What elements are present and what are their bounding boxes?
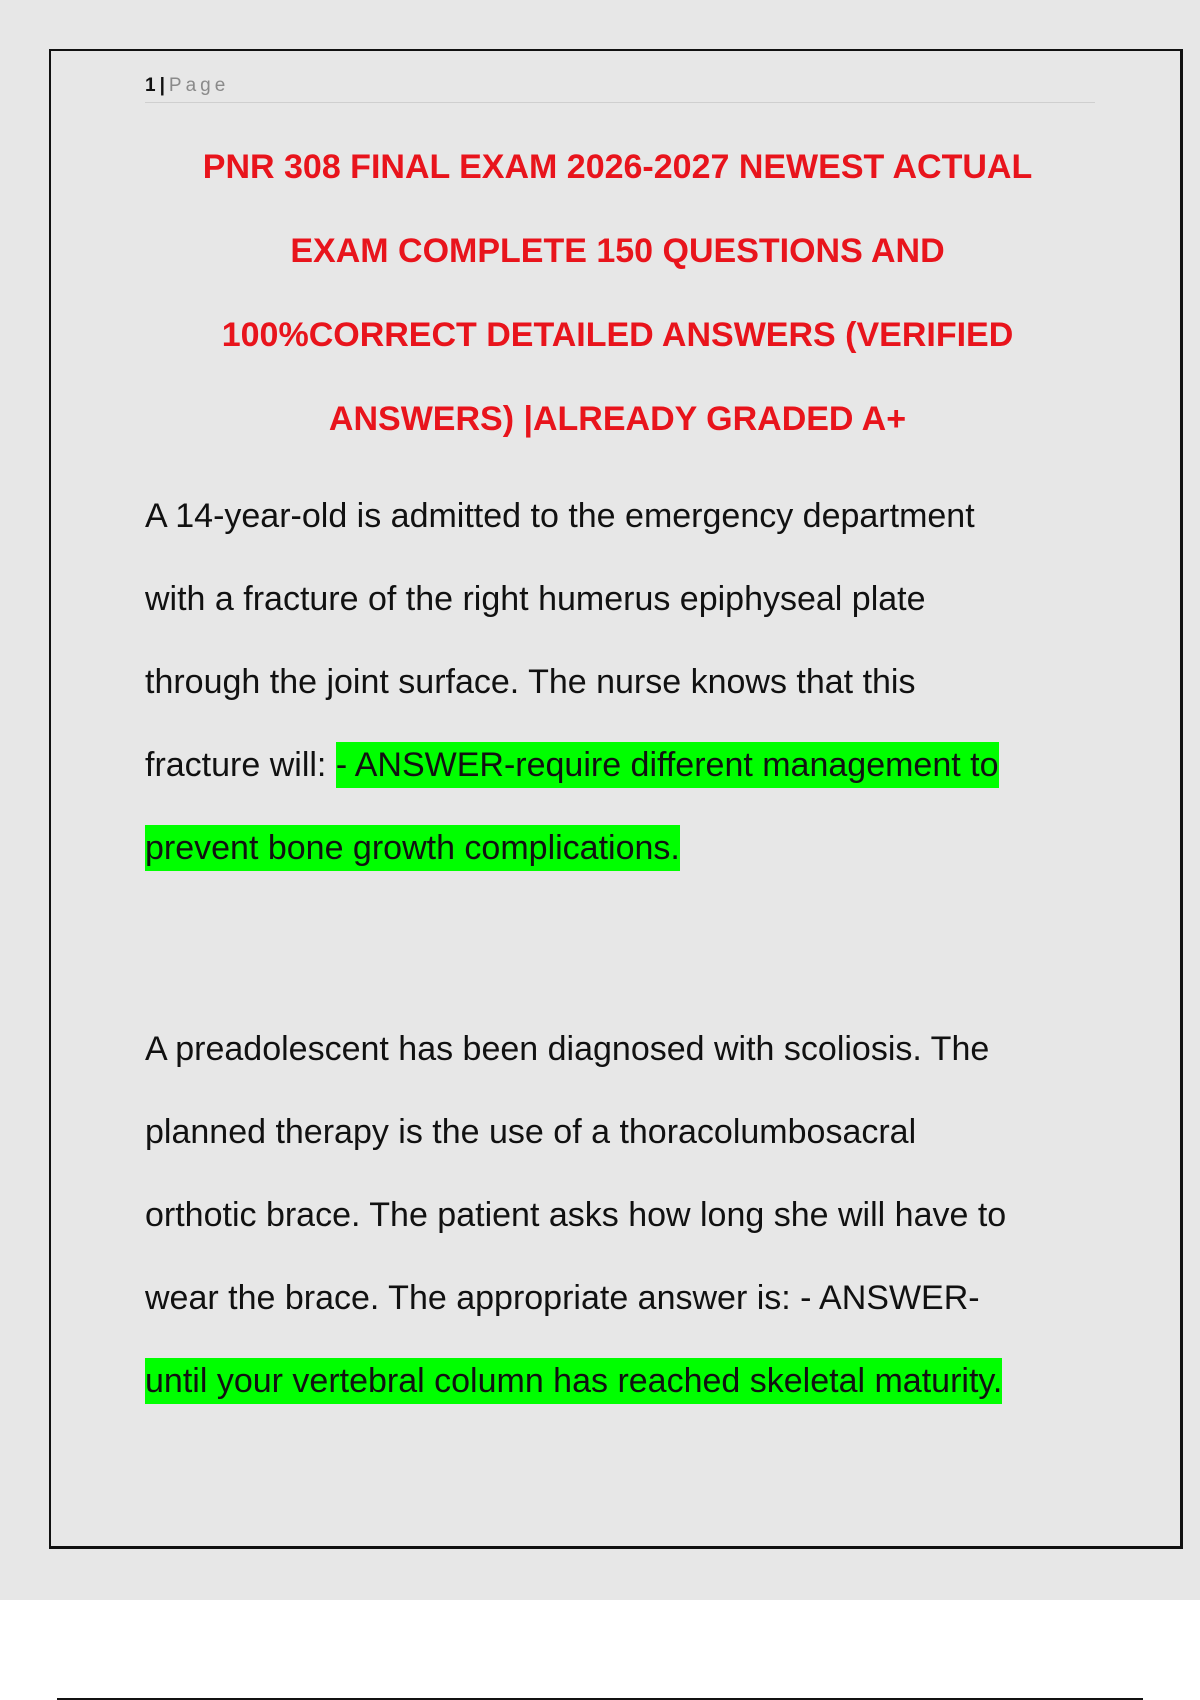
answer-highlight: - ANSWER-require different management to: [336, 742, 999, 788]
question-line: planned therapy is the use of a thoracolumbosacral: [145, 1113, 917, 1151]
question-line: orthotic brace. The patient asks how long she will have to: [145, 1196, 1007, 1234]
page-number: 1: [145, 75, 156, 96]
title-line: EXAM COMPLETE 150 QUESTIONS AND: [290, 232, 945, 270]
question-line-tail: fracture will:: [145, 746, 336, 784]
question-answer-line: [145, 724, 1105, 807]
question-line: through the joint surface. The nurse knows that this: [145, 663, 916, 701]
answer-highlight: until your vertebral column has reached skeletal maturity.: [145, 1358, 1002, 1404]
question-line: A preadolescent has been diagnosed with scoliosis. The: [145, 1030, 990, 1068]
question-line: A 14-year-old is admitted to the emergency department: [145, 497, 975, 535]
title-line: PNR 308 FINAL EXAM 2026-2027 NEWEST ACTUAL: [202, 148, 1033, 186]
answer-line: [145, 807, 1105, 890]
page-label: Page: [168, 75, 230, 96]
document-title: [145, 125, 1090, 461]
page-header: [145, 74, 1095, 103]
answer-highlight: prevent bone growth complications.: [145, 825, 680, 871]
question-line: wear the brace. The appropriate answer is: - ANSWER-: [145, 1279, 980, 1317]
title-line: ANSWERS) |ALREADY GRADED A+: [328, 400, 907, 438]
answer-line: [145, 1340, 1105, 1423]
title-line: 100%CORRECT DETAILED ANSWERS (VERIFIED: [221, 316, 1014, 354]
page-separator: |: [159, 75, 165, 96]
question-block-2: [145, 1008, 1105, 1423]
question-line: with a fracture of the right humerus epiphyseal plate: [145, 580, 926, 618]
question-block-1: [145, 475, 1105, 890]
